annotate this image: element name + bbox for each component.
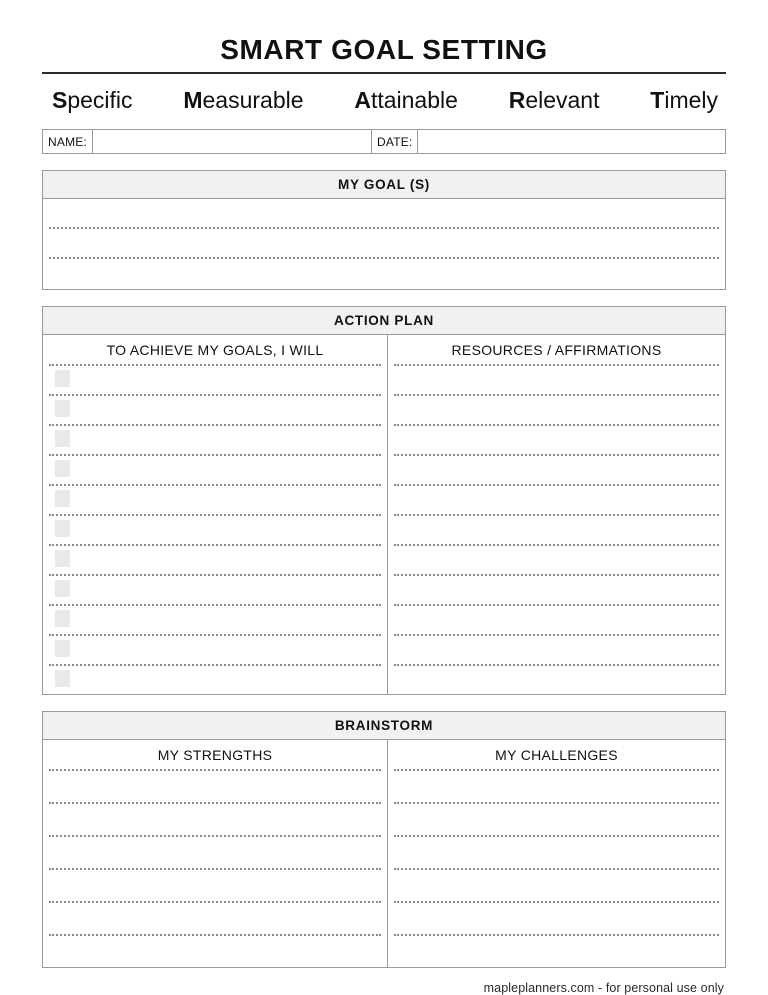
table-row[interactable] (49, 544, 381, 574)
acronym-timely (650, 87, 718, 114)
checkbox-icon[interactable] (55, 430, 70, 447)
acronym-specific (52, 87, 133, 114)
table-row[interactable] (49, 664, 381, 694)
list-item[interactable] (49, 868, 381, 901)
table-row[interactable] (394, 664, 719, 694)
list-item[interactable] (49, 901, 381, 934)
action-plan-right-column (388, 335, 725, 694)
table-row[interactable] (49, 424, 381, 454)
table-row[interactable] (49, 394, 381, 424)
goal-line[interactable] (49, 199, 719, 229)
acronym-timely-letter: T (650, 87, 665, 113)
checkbox-icon[interactable] (55, 580, 70, 597)
date-input[interactable] (418, 130, 725, 153)
table-row[interactable] (49, 574, 381, 604)
goals-body (43, 199, 725, 289)
brainstorm-right-title: MY CHALLENGES (495, 747, 618, 763)
brainstorm-strength-rows (43, 769, 387, 967)
brainstorm-right-column (388, 740, 725, 967)
list-item[interactable] (394, 769, 719, 802)
action-plan-heading: ACTION PLAN (43, 307, 725, 335)
name-label: NAME: (43, 130, 93, 153)
acronym-measurable-rest: easurable (202, 87, 304, 113)
table-row[interactable] (394, 424, 719, 454)
list-item[interactable] (394, 901, 719, 934)
brainstorm-heading: BRAINSTORM (43, 712, 725, 740)
table-row[interactable] (394, 484, 719, 514)
list-item[interactable] (394, 802, 719, 835)
date-label: DATE: (372, 130, 418, 153)
acronym-attainable-rest: ttainable (370, 87, 458, 113)
table-row[interactable] (49, 364, 381, 394)
acronym-relevant-rest: elevant (525, 87, 600, 113)
brainstorm-columns (43, 740, 725, 967)
checkbox-icon[interactable] (55, 640, 70, 657)
checkbox-icon[interactable] (55, 370, 70, 387)
acronym-measurable-letter: M (183, 87, 203, 113)
checkbox-icon[interactable] (55, 550, 70, 567)
brainstorm-left-title: MY STRENGTHS (157, 747, 273, 763)
table-row[interactable] (49, 484, 381, 514)
list-item[interactable] (49, 769, 381, 802)
table-row[interactable] (394, 514, 719, 544)
acronym-specific-letter: S (52, 87, 68, 113)
table-row[interactable] (394, 604, 719, 634)
acronym-relevant-letter: R (508, 87, 526, 113)
action-plan-columns (43, 335, 725, 694)
name-date-row (42, 129, 726, 154)
table-row[interactable] (394, 634, 719, 664)
page-title: SMART GOAL SETTING (220, 34, 548, 65)
checkbox-icon[interactable] (55, 490, 70, 507)
list-item[interactable] (394, 868, 719, 901)
list-item[interactable] (394, 934, 719, 967)
table-row[interactable] (394, 544, 719, 574)
checkbox-icon[interactable] (55, 610, 70, 627)
acronym-timely-rest: imely (664, 87, 718, 113)
table-row[interactable] (49, 514, 381, 544)
goal-line[interactable] (49, 229, 719, 259)
goal-line[interactable] (49, 259, 719, 289)
name-input[interactable] (93, 130, 372, 153)
footer-credit: mapleplanners.com - for personal use only (483, 981, 724, 995)
table-row[interactable] (394, 454, 719, 484)
acronym-relevant (509, 87, 600, 114)
brainstorm-challenge-rows (388, 769, 725, 967)
goals-heading: MY GOAL (S) (43, 171, 725, 199)
smart-acronym-row (42, 74, 726, 129)
action-plan-left-column (43, 335, 388, 694)
list-item[interactable] (49, 802, 381, 835)
table-row[interactable] (394, 394, 719, 424)
table-row[interactable] (49, 634, 381, 664)
acronym-attainable-letter: A (354, 87, 371, 113)
acronym-measurable (183, 87, 303, 114)
list-item[interactable] (49, 835, 381, 868)
acronym-attainable (354, 87, 458, 114)
brainstorm-section (42, 711, 726, 968)
brainstorm-left-column (43, 740, 388, 967)
list-item[interactable] (49, 934, 381, 967)
list-item[interactable] (394, 835, 719, 868)
table-row[interactable] (49, 604, 381, 634)
goals-section (42, 170, 726, 290)
table-row[interactable] (49, 454, 381, 484)
checkbox-icon[interactable] (55, 460, 70, 477)
table-row[interactable] (394, 574, 719, 604)
table-row[interactable] (394, 364, 719, 394)
action-plan-resource-rows (388, 364, 725, 694)
action-plan-left-title: TO ACHIEVE MY GOALS, I WILL (106, 342, 324, 358)
acronym-specific-rest: pecific (67, 87, 133, 113)
action-plan-task-rows (43, 364, 387, 694)
checkbox-icon[interactable] (55, 400, 70, 417)
action-plan-right-title: RESOURCES / AFFIRMATIONS (451, 342, 662, 358)
action-plan-section (42, 306, 726, 695)
checkbox-icon[interactable] (55, 520, 70, 537)
checkbox-icon[interactable] (55, 670, 70, 687)
